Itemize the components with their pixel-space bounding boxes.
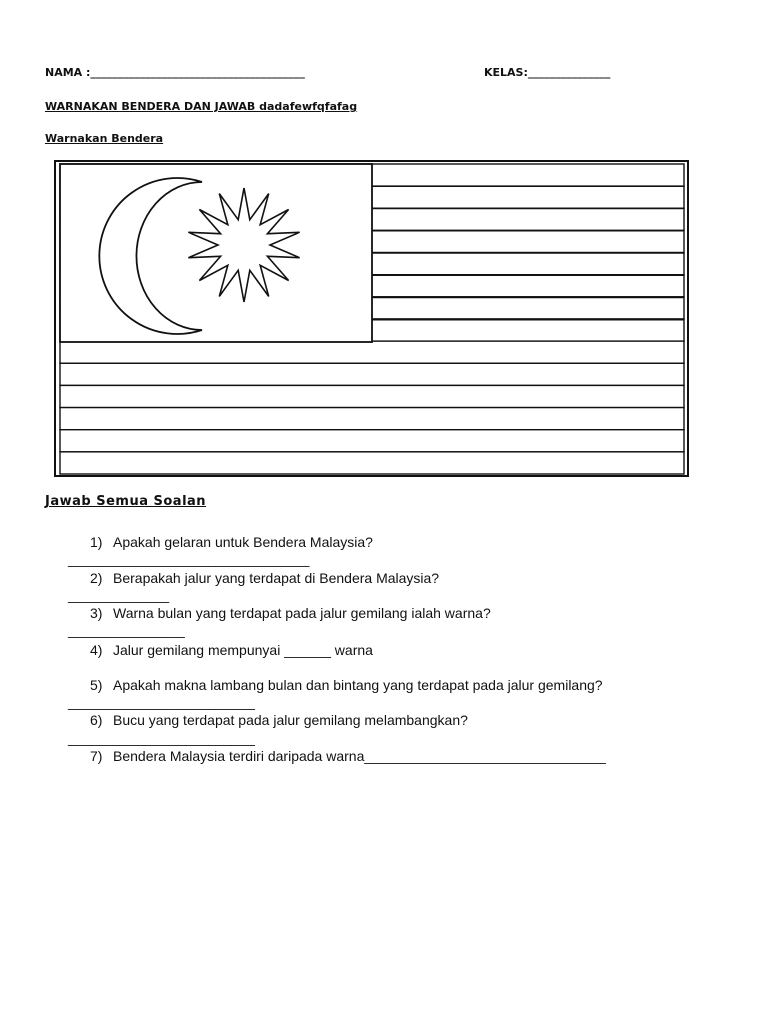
- question-6: [90, 712, 468, 728]
- section-title-colour-flag: Warnakan Bendera: [45, 132, 164, 145]
- worksheet-title: WARNAKAN BENDERA DAN JAWAB dadafewfqfafag: [45, 100, 358, 113]
- question-number: 5): [90, 677, 103, 693]
- flag-stripe[interactable]: [60, 341, 684, 363]
- question-text: Apakah gelaran untuk Bendera Malaysia?: [113, 534, 373, 550]
- question-number: 7): [90, 748, 103, 764]
- question-1: [90, 534, 373, 550]
- question-number: 6): [90, 712, 103, 728]
- question-number: 2): [90, 570, 103, 586]
- answer-line-1[interactable]: _______________________________: [68, 551, 310, 567]
- question-3: [90, 605, 491, 621]
- flag-stripe[interactable]: [60, 430, 684, 452]
- question-text: Jalur gemilang mempunyai ______ warna: [113, 642, 373, 658]
- question-4: [90, 642, 373, 658]
- answer-line-2[interactable]: _____________: [68, 587, 170, 603]
- flag-stripe[interactable]: [60, 363, 684, 385]
- name-field-label[interactable]: NAMA :_______________________________________: [45, 66, 305, 79]
- flag-stripe[interactable]: [60, 385, 684, 407]
- question-text: Warna bulan yang terdapat pada jalur gemilang ialah warna?: [113, 605, 491, 621]
- question-number: 4): [90, 642, 103, 658]
- flag-stripe[interactable]: [60, 408, 684, 430]
- question-text: Bendera Malaysia terdiri daripada warna_______________________________: [113, 748, 606, 764]
- question-5: [90, 677, 603, 693]
- answer-line-5[interactable]: ________________________: [68, 694, 255, 710]
- flag-stripe[interactable]: [60, 452, 684, 474]
- malaysia-flag-outline[interactable]: [54, 160, 690, 478]
- question-text: Apakah makna lambang bulan dan bintang yang terdapat pada jalur gemilang?: [113, 677, 603, 693]
- question-text: Bucu yang terdapat pada jalur gemilang melambangkan?: [113, 712, 468, 728]
- question-text: Berapakah jalur yang terdapat di Bendera Malaysia?: [113, 570, 440, 586]
- question-number: 3): [90, 605, 103, 621]
- class-field-label[interactable]: KELAS:_______________: [484, 66, 611, 79]
- questions-heading: Jawab Semua Soalan: [45, 494, 207, 509]
- question-2: [90, 570, 439, 586]
- question-number: 1): [90, 534, 103, 550]
- answer-line-6[interactable]: ________________________: [68, 730, 255, 746]
- answer-line-3[interactable]: _______________: [68, 622, 185, 638]
- question-7: [90, 748, 606, 764]
